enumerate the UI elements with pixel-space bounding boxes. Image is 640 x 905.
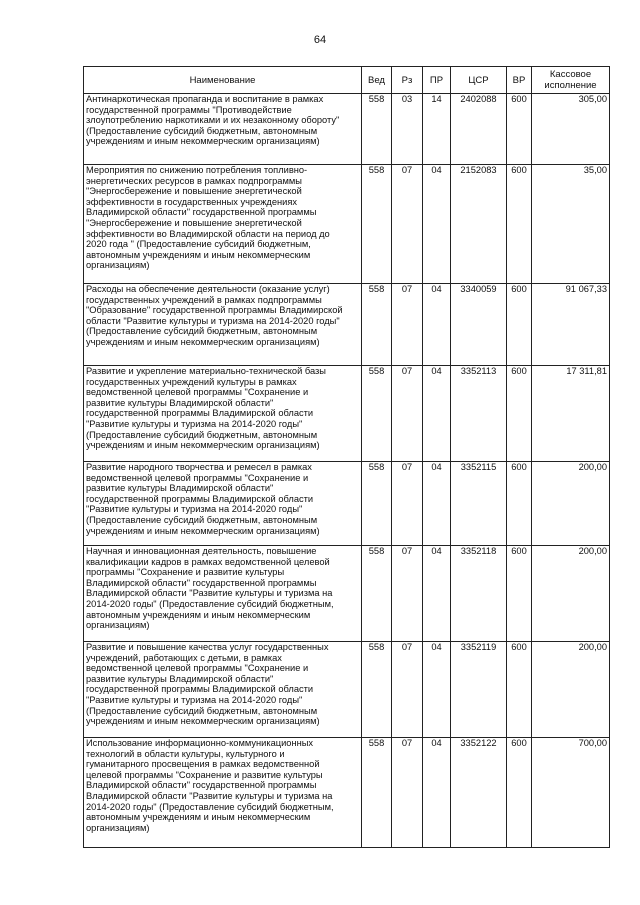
- page-number: 64: [313, 34, 327, 46]
- row-pr: 04: [423, 738, 451, 848]
- table-row: [84, 284, 610, 366]
- header-rz: Рз: [392, 67, 423, 94]
- row-ved: 558: [362, 165, 392, 284]
- row-csr: 3352115: [451, 462, 507, 546]
- row-vr: 600: [507, 366, 532, 462]
- table-row: [84, 462, 610, 546]
- row-ved: 558: [362, 94, 392, 165]
- table-row: [84, 738, 610, 848]
- row-ved: 558: [362, 738, 392, 848]
- row-rz: 03: [392, 94, 423, 165]
- row-ved: 558: [362, 462, 392, 546]
- row-rz: 07: [392, 284, 423, 366]
- table-row: [84, 165, 610, 284]
- row-vr: 600: [507, 738, 532, 848]
- row-sum: 200,00: [532, 462, 610, 546]
- row-name: Научная и инновационная деятельность, повышение квалификации кадров в рамках ведомственной целевой программы "Сохранение и развитие культуры Владимирской области" государственной программы Владимирской области "Развитие культуры и туризма на 2014-2020 годы" (Предоставление субсидий бюджетным, автономным учреждениям и иным некоммерческим организациям): [84, 546, 362, 642]
- row-name: Развитие народного творчества и ремесел в рамках ведомственной целевой программы "Сохранение и развитие культуры Владимирской области" государственной программы Владимирской области "Развитие культуры и туризма на 2014-2020 годы" (Предоставление субсидий бюджетным, автономным учреждениям и иным некоммерческим организациям): [84, 462, 362, 546]
- row-ved: 558: [362, 546, 392, 642]
- row-csr: 3352113: [451, 366, 507, 462]
- row-sum: 305,00: [532, 94, 610, 165]
- row-rz: 07: [392, 738, 423, 848]
- row-vr: 600: [507, 165, 532, 284]
- budget-table: [83, 66, 610, 848]
- table-row: [84, 366, 610, 462]
- row-pr: 04: [423, 284, 451, 366]
- row-name: Мероприятия по снижению потребления топливно- энергетических ресурсов в рамках подпрограммы "Энергосбережение и повышение энергетической эффективности в государственных учреждениях Владимирской области" государственной программы "Энергосбережение и повышение энергетической эффективности во Владимирской области на период до 2020 года " (Предоставление субсидий бюджетным, автономным учреждениям и иным некоммерческим организациям): [84, 165, 362, 284]
- row-ved: 558: [362, 284, 392, 366]
- row-rz: 07: [392, 165, 423, 284]
- row-pr: 04: [423, 642, 451, 738]
- row-name: Развитие и укрепление материально-технической базы государственных учреждений культуры в рамках ведомственной целевой программы "Сохранение и развитие культуры Владимирской области" государственной программы Владимирской области "Развитие культуры и туризма на 2014-2020 годы" (Предоставление субсидий бюджетным, автономным учреждениям и иным некоммерческим организациям): [84, 366, 362, 462]
- row-sum: 17 311,81: [532, 366, 610, 462]
- row-csr: 2402088: [451, 94, 507, 165]
- table-header-row: [84, 67, 610, 94]
- row-ved: 558: [362, 366, 392, 462]
- table-row: [84, 94, 610, 165]
- row-vr: 600: [507, 94, 532, 165]
- header-name: Наименование: [84, 67, 362, 94]
- row-name: Антинаркотическая пропаганда и воспитание в рамках государственной программы "Противодействие злоупотреблению наркотиками и их незаконному обороту" (Предоставление субсидий бюджетным, автономным учреждениям и иным некоммерческим организациям): [84, 94, 362, 165]
- header-vr: ВР: [507, 67, 532, 94]
- row-csr: 3352118: [451, 546, 507, 642]
- row-vr: 600: [507, 642, 532, 738]
- row-sum: 200,00: [532, 546, 610, 642]
- row-pr: 04: [423, 546, 451, 642]
- row-sum: 91 067,33: [532, 284, 610, 366]
- row-pr: 14: [423, 94, 451, 165]
- row-sum: 700,00: [532, 738, 610, 848]
- row-vr: 600: [507, 462, 532, 546]
- row-csr: 2152083: [451, 165, 507, 284]
- row-pr: 04: [423, 165, 451, 284]
- row-pr: 04: [423, 462, 451, 546]
- row-rz: 07: [392, 366, 423, 462]
- row-sum: 200,00: [532, 642, 610, 738]
- row-csr: 3340059: [451, 284, 507, 366]
- row-vr: 600: [507, 284, 532, 366]
- row-rz: 07: [392, 642, 423, 738]
- table-row: [84, 642, 610, 738]
- row-csr: 3352119: [451, 642, 507, 738]
- row-ved: 558: [362, 642, 392, 738]
- row-rz: 07: [392, 462, 423, 546]
- row-name: Использование информационно-коммуникационных технологий в области культуры, культурного и гуманитарного просвещения в рамках ведомственной целевой программы "Сохранение и развитие культуры Владимирской области" государственной программы Владимирской области "Развитие культуры и туризма на 2014-2020 годы" (Предоставление субсидий бюджетным, автономным учреждениям и иным некоммерческим организациям): [84, 738, 362, 848]
- row-sum: 35,00: [532, 165, 610, 284]
- row-pr: 04: [423, 366, 451, 462]
- table-row: [84, 546, 610, 642]
- header-csr: ЦСР: [451, 67, 507, 94]
- row-name: Развитие и повышение качества услуг государственных учреждений, работающих с детьми, в рамках ведомственной целевой программы "Сохранение и развитие культуры Владимирской области" государственной программы Владимирской области "Развитие культуры и туризма на 2014-2020 годы" (Предоставление субсидий бюджетным, автономным учреждениям и иным некоммерческим организациям): [84, 642, 362, 738]
- row-vr: 600: [507, 546, 532, 642]
- header-pr: ПР: [423, 67, 451, 94]
- header-ved: Вед: [362, 67, 392, 94]
- header-sum: Кассовое исполнение: [532, 67, 610, 94]
- row-rz: 07: [392, 546, 423, 642]
- row-csr: 3352122: [451, 738, 507, 848]
- row-name: Расходы на обеспечение деятельности (оказание услуг) государственных учреждений в рамках подпрограммы "Образование" государственной программы Владимирской области "Развитие культуры и туризма на 2014-2020 годы" (Предоставление субсидий бюджетным, автономным учреждениям и иным некоммерческим организациям): [84, 284, 362, 366]
